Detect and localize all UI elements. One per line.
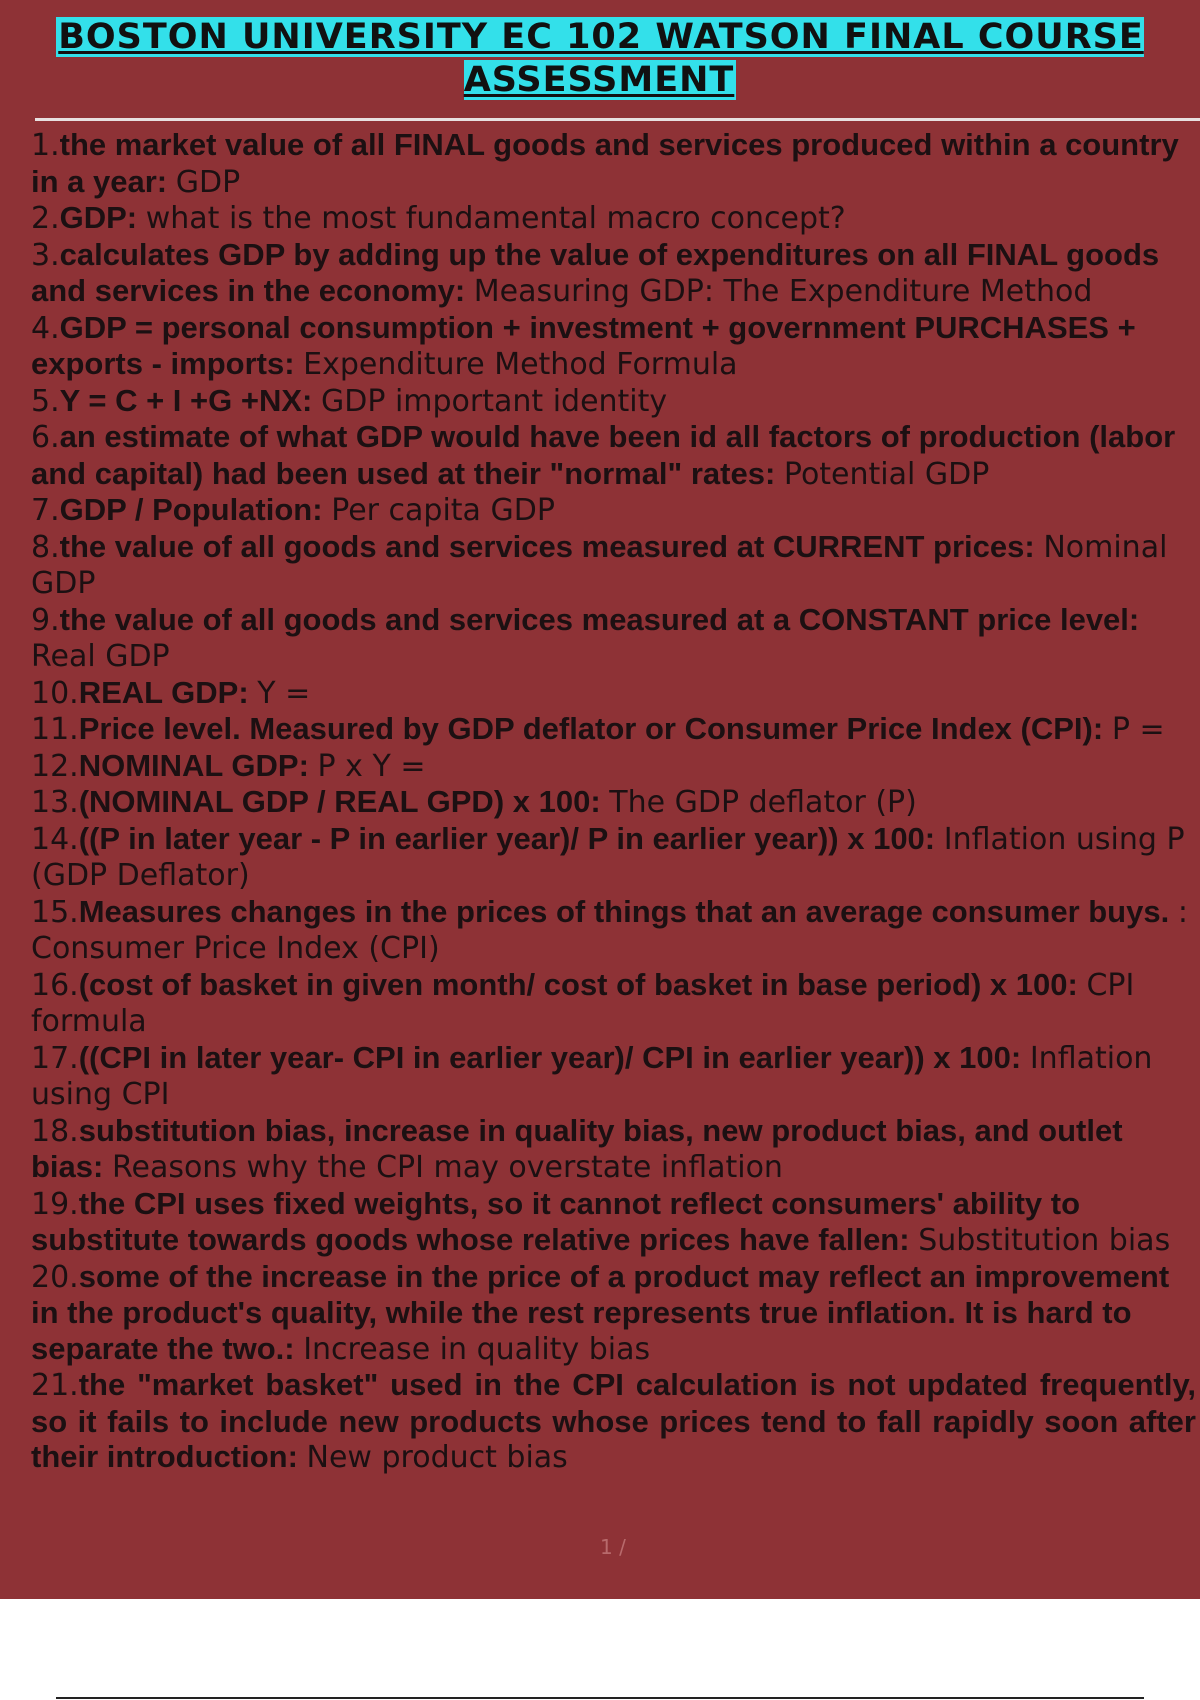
title-divider — [35, 118, 1200, 121]
qa-item — [31, 675, 1200, 712]
qa-item-answer: Measuring GDP: The Expenditure Method — [473, 274, 1093, 309]
qa-item-question: the value of all goods and services measured at a CONSTANT price level: — [59, 601, 1140, 637]
qa-item-question: GDP: — [59, 200, 138, 235]
qa-item-number: 19. — [31, 1186, 79, 1222]
qa-item-question: the CPI uses fixed weights, so it cannot reflect consumers' ability to substitute towards goods whose relative prices have fallen: — [31, 1185, 1081, 1257]
qa-item-answer: GDP important identity — [320, 383, 668, 419]
qa-item-number: 18. — [31, 1113, 79, 1149]
qa-item-answer: The GDP deflator (P) — [609, 785, 917, 820]
qa-item-question: Measures changes in the prices of things that an average consumer buys. — [78, 893, 1170, 929]
qa-item — [31, 821, 1200, 894]
document-title — [40, 16, 1160, 102]
qa-item-question: substitution bias, increase in quality bias, new product bias, and outlet bias: — [31, 1112, 1123, 1184]
qa-item — [31, 1040, 1200, 1113]
qa-item-question: GDP = personal consumption + investment + government PURCHASES + exports - imports: — [31, 309, 1136, 381]
qa-item-question: Y = C + I +G +NX: — [59, 382, 313, 418]
qa-item-number: 5. — [31, 383, 60, 419]
qa-item — [31, 237, 1200, 310]
qa-item — [31, 602, 1200, 675]
qa-item-number: 20. — [31, 1259, 79, 1295]
qa-item-question: (NOMINAL GDP / REAL GPD) x 100: — [78, 784, 601, 819]
qa-item-question: the market value of all FINAL goods and services produced within a country in a year: — [31, 127, 1179, 199]
qa-item — [31, 383, 1200, 420]
qa-item — [31, 967, 1200, 1040]
qa-item-question: ((CPI in later year- CPI in earlier year)/ CPI in earlier year)) x 100: — [78, 1039, 1022, 1075]
qa-item-answer: Real GDP — [31, 639, 170, 674]
qa-item-answer: : Consumer Price Index (CPI) — [31, 894, 1188, 966]
qa-item-number: 16. — [31, 967, 79, 1003]
qa-item-question: the value of all goods and services measured at CURRENT prices: — [59, 528, 1035, 564]
qa-item — [31, 529, 1200, 602]
qa-item-answer: Y = — [257, 675, 311, 711]
page-number: 1 / — [600, 1535, 626, 1559]
qa-item-number: 10. — [31, 675, 79, 711]
qa-item — [31, 1113, 1200, 1186]
qa-item — [31, 748, 1200, 785]
qa-item-answer: P x Y = — [317, 748, 426, 784]
qa-item — [31, 127, 1200, 200]
qa-item-number: 9. — [31, 602, 60, 638]
qa-item — [31, 784, 1200, 821]
qa-item-answer: GDP — [175, 164, 241, 200]
qa-item-question: the "market basket" used in the CPI calculation is not updated frequently, so it fails to include new products whose prices tend to fall rapidly soon after their introduction: — [31, 1367, 1196, 1474]
qa-item-number: 8. — [31, 529, 60, 565]
qa-item — [31, 419, 1200, 492]
qa-item — [31, 711, 1200, 748]
qa-item-answer: CPI formula — [31, 967, 1135, 1039]
qa-item-answer: Expenditure Method Formula — [303, 347, 738, 382]
qa-item-question: ((P in later year - P in earlier year)/ P in earlier year)) x 100: — [78, 820, 936, 856]
qa-item-number: 3. — [31, 237, 60, 273]
qa-item — [31, 200, 1200, 237]
qa-item-question: some of the increase in the price of a product may reflect an improvement in the product's quality, while the rest represents true inflation. It is hard to separate the two.: — [31, 1258, 1170, 1366]
qa-item — [31, 492, 1200, 529]
qa-item — [31, 1367, 1200, 1476]
qa-item-number: 11. — [31, 712, 79, 747]
qa-item — [31, 894, 1200, 967]
qa-item-number: 21. — [31, 1368, 79, 1403]
qa-item-number: 12. — [31, 748, 79, 784]
qa-item-answer: Potential GDP — [783, 456, 990, 492]
qa-item — [31, 310, 1200, 383]
qa-item — [31, 1259, 1200, 1368]
qa-item-number: 15. — [31, 894, 79, 930]
qa-item-answer: P = — [1111, 712, 1165, 747]
footer-divider — [56, 1697, 1144, 1699]
qa-item-number: 7. — [31, 493, 60, 528]
qa-item-question: Price level. Measured by GDP deflator or Consumer Price Index (CPI): — [78, 711, 1104, 746]
qa-item — [31, 1186, 1200, 1259]
qa-item-number: 13. — [31, 785, 79, 820]
qa-item-answer: Increase in quality bias — [303, 1331, 651, 1367]
qa-item-number: 6. — [31, 420, 60, 455]
qa-item-answer: Per capita GDP — [331, 493, 555, 528]
qa-item-question: calculates GDP by adding up the value of expenditures on all FINAL goods and services in the economy: — [31, 236, 1160, 308]
qa-item-answer: Substitution bias — [918, 1223, 1171, 1258]
qa-item-answer: Inflation using CPI — [31, 1040, 1153, 1112]
qa-item-answer: New product bias — [306, 1440, 568, 1475]
qa-item-number: 17. — [31, 1040, 79, 1076]
qa-item-number: 2. — [31, 201, 60, 236]
document-title-text: BOSTON UNIVERSITY EC 102 WATSON FINAL COURSE ASSESSMENT — [58, 17, 1144, 100]
qa-item-number: 1. — [31, 128, 60, 163]
qa-item-number: 4. — [31, 310, 60, 346]
qa-item-answer: Nominal GDP — [31, 529, 1168, 601]
qa-item-question: an estimate of what GDP would have been id all factors of production (labor and capital) had been used at their "normal" rates: — [31, 419, 1176, 491]
qa-item-answer: what is the most fundamental macro concept? — [145, 201, 846, 236]
qa-item-question: GDP / Population: — [59, 492, 323, 527]
qa-list — [31, 127, 1200, 1476]
qa-item-answer: Inflation using P (GDP Deflator) — [31, 821, 1185, 893]
qa-item-answer: Reasons why the CPI may overstate inflation — [111, 1150, 783, 1185]
qa-item-number: 14. — [31, 821, 79, 857]
qa-item-question: (cost of basket in given month/ cost of basket in base period) x 100: — [78, 966, 1078, 1002]
qa-item-question: NOMINAL GDP: — [78, 747, 309, 783]
qa-item-question: REAL GDP: — [78, 674, 249, 710]
